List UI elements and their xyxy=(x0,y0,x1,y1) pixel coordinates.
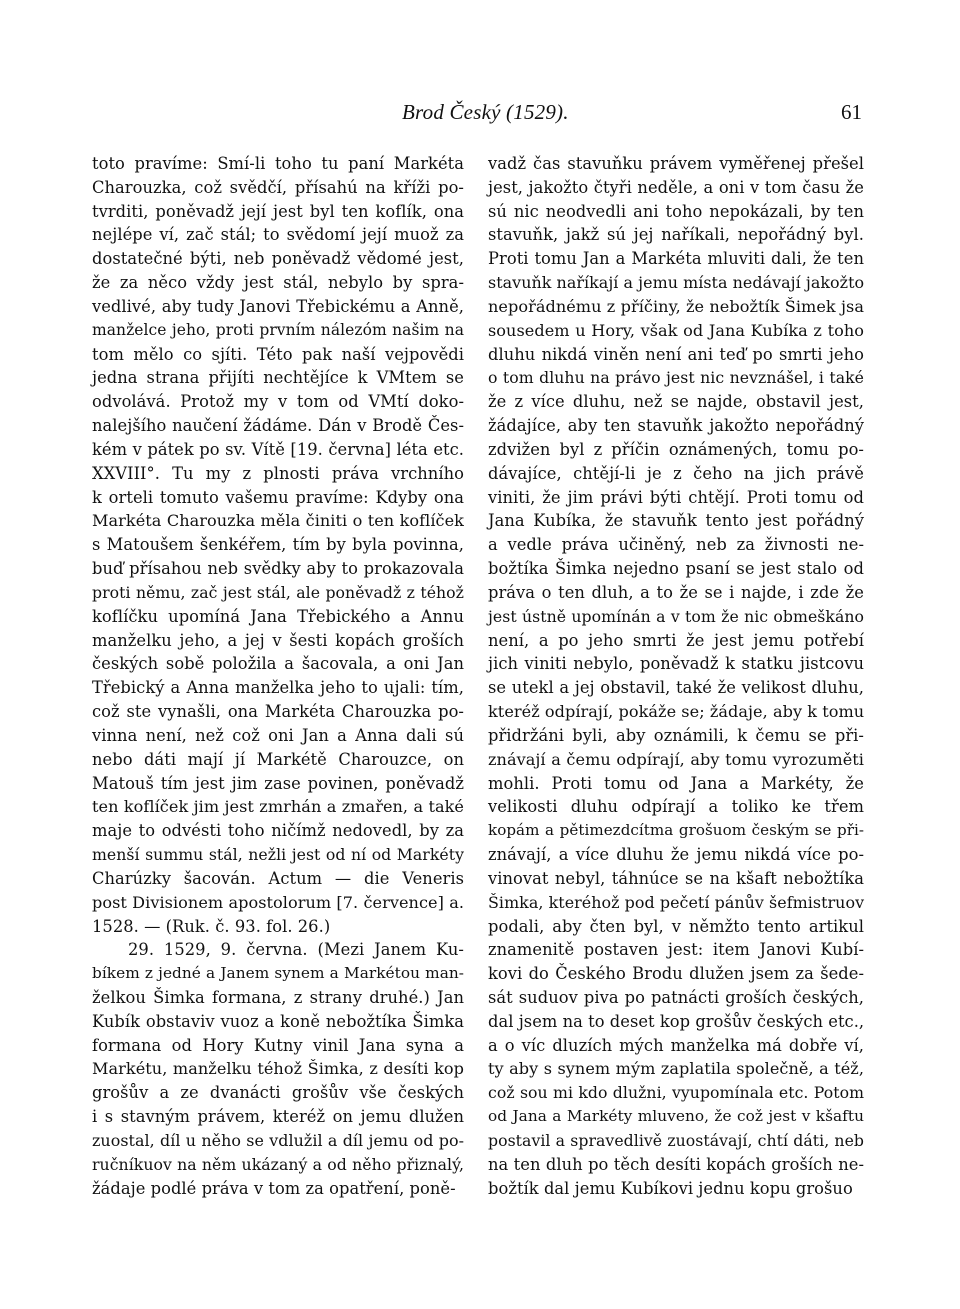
text-line: nalejšího naučení žádáme. Dán v Brodě Čes- xyxy=(92,416,464,436)
text-line: jest, jakožto čtyři neděle, a oni v tom času že xyxy=(488,177,864,197)
text-line: i s stavným právem, kteréž on jemu dlužen xyxy=(92,1107,464,1127)
text-line: zuostal, díl u něho se vdlužil a díl jemu od po- xyxy=(92,1130,464,1150)
text-line: menší summu stál, nežli jest od ní od Markéty xyxy=(92,845,464,865)
text-line: nejlépe ví, zač stál; to svědomí její muož za xyxy=(92,225,464,245)
text-line: o tom dluhu na právo jest nic nevznášel, i také xyxy=(488,368,864,388)
text-line: dávajíce, chtějí-li je z čeho na jich právě xyxy=(488,463,864,483)
text-line: 1528. — (Ruk. č. 93. fol. 26.) xyxy=(92,916,331,936)
text-line: kovi do Českého Brodu dlužen jsem za šede- xyxy=(488,964,864,984)
text-line: Jana Kubíka, že stavuňk tento jest pořádný xyxy=(488,511,864,531)
text-line: 29. 1529, 9. června. (Mezi Janem Ku- xyxy=(128,940,464,960)
page-number: 61 xyxy=(841,100,862,124)
running-title: Brod Český (1529). xyxy=(402,100,569,124)
text-line: proti němu, zač jest stál, ale poněvadž z téhož xyxy=(92,582,464,602)
text-line: českých sobě položila a šacovala, a oni Jan xyxy=(92,654,464,674)
text-line: není, a po jeho smrti že jest jemu potřebí xyxy=(488,630,864,650)
text-line: Markéta Charouzka měla činiti o ten koflíček xyxy=(92,511,464,531)
text-line: sousedem u Hory, však od Jana Kubíka z toho xyxy=(488,320,864,340)
text-line: ty aby s synem mým zaplatila společně, a též, xyxy=(488,1059,864,1079)
text-line: zdvižen byl z příčin oznámených, tomu po- xyxy=(488,439,864,459)
text-line: velikosti dluhu odpírají a toliko ke třem xyxy=(488,797,864,817)
text-line: postavil a spravedlivě zuostávají, chtí dáti, neb xyxy=(488,1130,864,1150)
text-line: znávají a čemu odpírají, aby tomu vyrozuměti xyxy=(488,749,864,769)
text-line: vadž čas stavuňku právem vyměřenej přešel xyxy=(488,154,864,173)
text-line: přidržáni byli, aby oznámili, k čemu se při- xyxy=(488,725,864,745)
text-line: viniti, že jim právi býti chtějí. Proti tomu od xyxy=(488,487,864,507)
text-line: božtík dal jemu Kubíkovi jednu kopu grošuo xyxy=(488,1178,853,1198)
text-line: sát suduov piva po patnácti groších českých, xyxy=(488,987,864,1007)
text-line: formana od Hory Kutny vinil Jana syna a xyxy=(92,1035,464,1055)
text-line: žádajíce, aby ten stavuňk jakožto nepořádný xyxy=(488,416,864,436)
text-line: s Matoušem šenkéřem, tím by byla povinna, xyxy=(92,535,464,555)
text-line: znamenitě postaven jest: item Janovi Kubí- xyxy=(488,940,864,960)
text-line: manželce jeho, proti prvním nálezóm našim na xyxy=(92,320,464,339)
right-text-column xyxy=(488,152,864,1200)
text-line: dostatečné býti, neb poněvadž vědomé jest, xyxy=(92,249,464,269)
text-line: dal jsem na to deset kop grošův českých etc., xyxy=(488,1011,865,1031)
text-line: Proti tomu Jan a Markéta mluviti dali, že ten xyxy=(488,249,864,269)
text-line: grošův a ze dvanácti grošův vše českých xyxy=(92,1083,464,1103)
text-line: Třebický a Anna manželka jeho to ujali: tím, xyxy=(92,678,464,698)
text-line: ručníkuov na něm ukázaný a od něho přiznalý, xyxy=(92,1154,464,1174)
text-line: což sou mi kdo dlužni, vyupomínala etc. Potom xyxy=(488,1083,864,1103)
text-line: žádaje podlé práva v tom za opatření, poně- xyxy=(92,1178,456,1198)
text-line: práva o ten dluh, a to že se i najde, i zde že xyxy=(488,582,864,602)
text-line: Šimka, kteréhož pod pečetí pánův šefmistruov xyxy=(488,892,865,912)
text-line: post Divisionem apostolorum [7. července] a. xyxy=(92,892,464,912)
text-line: maje to odvésti toho ničímž nedovedl, by za xyxy=(92,821,464,841)
text-line: na ten dluh po těch desíti kopách groších ne- xyxy=(488,1154,864,1174)
text-line: Charouzka, což svědčí, přísahú na kříži po- xyxy=(92,177,464,197)
text-line: sú nic neodvedli ani toho nepokázali, by ten xyxy=(488,201,864,221)
text-line: vedlivé, aby tudy Janovi Třebickému a Anně, xyxy=(92,296,464,316)
text-line: vinovat nebyl, táhnúce se na kšaft nebožtíka xyxy=(488,868,864,888)
text-line: se utekl a jej obstavil, také že velikost dluhu, xyxy=(488,678,864,698)
text-line: k orteli tomuto vašemu pravíme: Kdyby ona xyxy=(92,487,464,507)
text-line: že z více dluhu, než se najde, obstavil jest, xyxy=(488,392,864,412)
text-line: Markétu, manželku téhož Šimka, z desíti kop xyxy=(92,1059,464,1079)
text-line: Matouš tím jest jim zase povinen, poněvadž xyxy=(92,773,464,793)
text-line: od Jana a Markéty mluveno, že což jest v kšaftu xyxy=(488,1107,864,1126)
text-line: stavuňk naříkají a jemu místa nedávají jakožto xyxy=(488,273,865,293)
text-line: jedna strana přijíti nechtějíce k VMtem se xyxy=(92,368,464,388)
text-line: a o víc dluzích mých manželka má dobře ví, xyxy=(488,1035,864,1055)
text-line: koflíčku upomíná Jana Třebického a Annu xyxy=(92,606,464,626)
text-line: manželku jeho, a jej v šesti kopách groších xyxy=(92,630,464,650)
text-line: buď přísahou neb svědky aby to prokazovala xyxy=(92,559,464,579)
text-line: odvolává. Protož my v tom od VMtí doko- xyxy=(92,392,464,412)
text-line: tom mělo co sjíti. Této pak naší vejpovědi xyxy=(92,344,464,364)
text-line: ten koflíček jim jest zmrhán a zmařen, a také xyxy=(92,797,464,817)
text-line: kopám a pětimezdcítma grošuom českým se při- xyxy=(488,821,864,840)
text-line: kteréž odpírají, pokáže se; žádaje, aby k tomu xyxy=(488,702,865,722)
text-line: nepořádnému z příčiny, že nebožtík Šimek jsa xyxy=(488,296,864,316)
text-line: vinna není, než což oni Jan a Anna dali sú xyxy=(92,725,464,745)
text-line: nebo dáti mají jí Markétě Charouzce, on xyxy=(92,749,464,769)
text-line: a vedle práva učiněný, neb za živnosti ne- xyxy=(488,535,864,555)
text-line: Kubík obstaviv vuoz a koně nebožtíka Šimka xyxy=(92,1011,464,1031)
text-line: božtíka Šimka nejedno psaní se jest stalo od xyxy=(488,559,864,579)
text-line: jich viniti nebylo, poněvadž k statku jistcovu xyxy=(488,654,864,674)
text-line: bíkem z jedné a Janem synem a Markétou man- xyxy=(92,964,464,983)
text-line: že za něco vždy jest stál, nebylo by spra- xyxy=(92,273,464,293)
text-line: mohli. Proti tomu od Jana a Markéty, že xyxy=(488,773,864,793)
text-line: znávají, a více dluhu že jemu nikdá více po- xyxy=(488,845,864,865)
page-header xyxy=(92,100,864,134)
text-line: což ste vynašli, ona Markéta Charouzka po- xyxy=(92,702,464,722)
text-line: podali, aby čten byl, v němžto tento artikul xyxy=(488,916,864,936)
text-line: jest ústně upomínán a v tom že nic obmeškáno xyxy=(488,606,864,626)
text-line: stavuňk, jakž sú jej naříkali, nepořádný byl. xyxy=(488,225,864,245)
text-line: želkou Šimka formana, z strany druhé.) Jan xyxy=(92,987,464,1007)
text-line: kém v pátek po sv. Vítě [19. června] léta etc. xyxy=(92,439,464,459)
left-text-column xyxy=(92,152,464,1200)
text-line: Charúzky šacován. Actum — die Veneris xyxy=(92,868,464,888)
text-line: dluhu nikdá viněn není ani teď po smrti jeho xyxy=(488,344,864,364)
text-line: toto pravíme: Smí-li toho tu paní Markéta xyxy=(92,154,464,173)
text-line: XXVIII°. Tu my z plnosti práva vrchního xyxy=(92,463,464,483)
text-line: tvrditi, poněvadž její jest byl ten koflík, ona xyxy=(92,201,464,221)
